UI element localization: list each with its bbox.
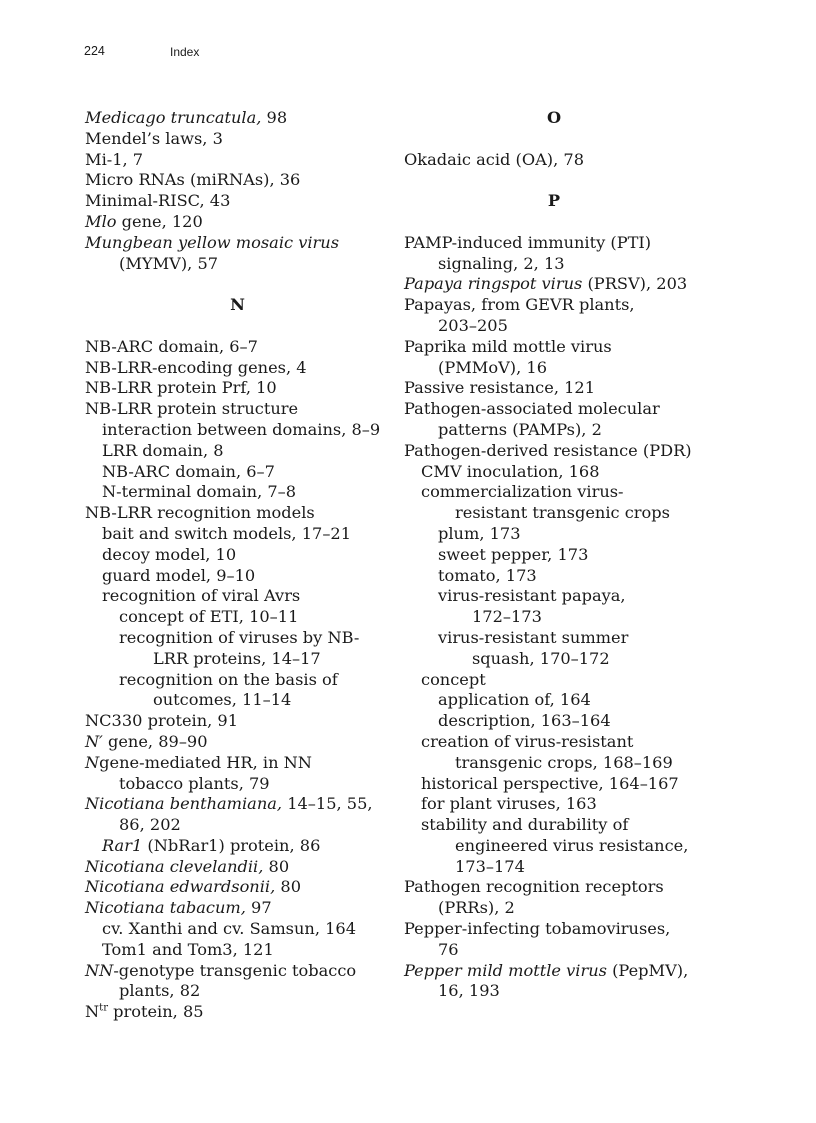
index-subsubentry: concept of ETI, 10–11	[119, 607, 299, 627]
index-entry-continuation: patterns (PAMPs), 2	[438, 419, 602, 439]
index-entry-continuation: LRR proteins, 14–17	[153, 648, 321, 668]
index-entry: N′ gene, 89–90	[85, 731, 208, 751]
index-subentry: decoy model, 10	[102, 544, 237, 564]
index-subentry: LRR domain, 8	[102, 440, 224, 460]
section-letter-p: P	[547, 191, 561, 211]
index-subentry: NB-ARC domain, 6–7	[102, 461, 275, 481]
index-entry-continuation: plants, 82	[119, 981, 201, 1001]
index-entry: Passive resistance, 121	[404, 378, 596, 398]
index-subentry: Tom1 and Tom3, 121	[102, 939, 274, 959]
index-subentry: bait and switch models, 17–21	[102, 523, 352, 543]
page-header	[84, 44, 200, 59]
index-column-right	[404, 108, 704, 1002]
page-number: 224	[84, 44, 105, 58]
index-subsubentry: description, 163–164	[438, 711, 611, 731]
index-entry: Papaya ringspot virus (PRSV), 203	[404, 274, 688, 294]
index-entry-continuation: (MYMV), 57	[119, 253, 219, 273]
index-entry: NB-LRR protein structure	[85, 399, 299, 419]
index-subentry: concept	[421, 669, 486, 689]
index-entry: Micro RNAs (miRNAs), 36	[85, 170, 301, 190]
index-entry: Medicago truncatula, 98	[85, 108, 288, 127]
index-entry-continuation: engineered virus resistance,	[455, 835, 689, 855]
index-entry: Pepper-infecting tobamoviruses,	[404, 919, 671, 939]
index-entry: Okadaic acid (OA), 78	[404, 149, 585, 169]
index-entry: NB-LRR protein Prf, 10	[85, 378, 277, 398]
index-entry-continuation: (PRRs), 2	[438, 898, 515, 918]
index-column-left	[85, 108, 390, 1023]
index-entry: Nicotiana benthamiana, 14–15, 55,	[85, 794, 373, 814]
index-subsubentry: application of, 164	[438, 690, 591, 710]
index-entry: Pepper mild mottle virus (PepMV),	[404, 960, 689, 980]
index-subsubentry: virus-resistant summer	[438, 627, 629, 647]
index-entry: Paprika mild mottle virus	[404, 336, 612, 356]
index-entry-continuation: 172–173	[472, 607, 542, 627]
index-subentry: N-terminal domain, 7–8	[102, 482, 297, 502]
index-entry: Pathogen recognition receptors	[404, 877, 664, 897]
index-entry-continuation: resistant transgenic crops	[455, 503, 670, 523]
index-subentry: creation of virus-resistant	[421, 731, 634, 751]
index-entry: Pathogen-derived resistance (PDR)	[404, 440, 692, 460]
index-entry: Minimal-RISC, 43	[85, 191, 231, 211]
running-title: Index	[170, 45, 200, 59]
index-subentry: interaction between domains, 8–9	[102, 419, 381, 439]
index-subentry: historical perspective, 164–167	[421, 773, 679, 793]
index-entry: NB-ARC domain, 6–7	[85, 336, 258, 356]
index-subentry: guard model, 9–10	[102, 565, 256, 585]
index-entry: Mungbean yellow mosaic virus	[85, 232, 340, 252]
index-entry: Ngene-mediated HR, in NN	[85, 752, 312, 772]
index-entry-continuation: outcomes, 11–14	[153, 690, 292, 710]
index-entry: $N^{tr}$ protein, 85	[85, 1002, 204, 1022]
section-letter-o: O	[546, 108, 562, 127]
index-entry-continuation: signaling, 2, 13	[438, 253, 565, 273]
index-subentry: commercialization virus-	[421, 482, 624, 502]
index-entry-continuation: squash, 170–172	[472, 648, 610, 668]
index-subsubentry: tomato, 173	[438, 565, 537, 585]
index-entry-continuation: 173–174	[455, 856, 525, 876]
index-entry: Nicotiana edwardsonii, 80	[85, 877, 301, 897]
index-entry: Nicotiana tabacum, 97	[85, 898, 272, 918]
index-subentry: Rar1 (NbRar1) protein, 86	[102, 835, 321, 855]
index-subsubentry: recognition of viruses by NB-	[119, 627, 360, 647]
index-subentry: CMV inoculation, 168	[421, 461, 600, 481]
index-entry: Mendel’s laws, 3	[85, 128, 223, 148]
index-subsubentry: recognition on the basis of	[119, 669, 338, 689]
index-subsubentry: plum, 173	[438, 523, 521, 543]
index-entry: NB-LRR-encoding genes, 4	[85, 357, 307, 377]
index-entry: NN-genotype transgenic tobacco	[85, 960, 357, 980]
index-entry: Papayas, from GEVR plants,	[404, 295, 635, 315]
index-entry-continuation: (PMMoV), 16	[438, 357, 547, 377]
index-entry-continuation: 16, 193	[438, 981, 500, 1001]
index-subsubentry: sweet pepper, 173	[438, 544, 589, 564]
index-entry: Mi-1, 7	[85, 149, 144, 169]
index-entry-continuation: tobacco plants, 79	[119, 773, 270, 793]
index-entry: PAMP-induced immunity (PTI)	[404, 232, 652, 252]
index-entry: NB-LRR recognition models	[85, 503, 315, 523]
index-subentry: stability and durability of	[421, 815, 629, 835]
index-entry: Pathogen-associated molecular	[404, 399, 660, 419]
index-subentry: for plant viruses, 163	[421, 794, 597, 814]
index-entry-continuation: 203–205	[438, 315, 508, 335]
index-entry-continuation: 76	[438, 939, 459, 959]
index-entry-continuation: 86, 202	[119, 815, 181, 835]
index-entry: NC330 protein, 91	[85, 711, 239, 731]
index-subentry: recognition of viral Avrs	[102, 586, 301, 606]
index-entry: Mlo gene, 120	[85, 211, 203, 231]
index-entry: Nicotiana clevelandii, 80	[85, 856, 290, 876]
index-subsubentry: virus-resistant papaya,	[438, 586, 626, 606]
index-subentry: cv. Xanthi and cv. Samsun, 164	[102, 919, 357, 939]
index-entry-continuation: transgenic crops, 168–169	[455, 752, 673, 772]
section-letter-n: N	[230, 295, 245, 315]
